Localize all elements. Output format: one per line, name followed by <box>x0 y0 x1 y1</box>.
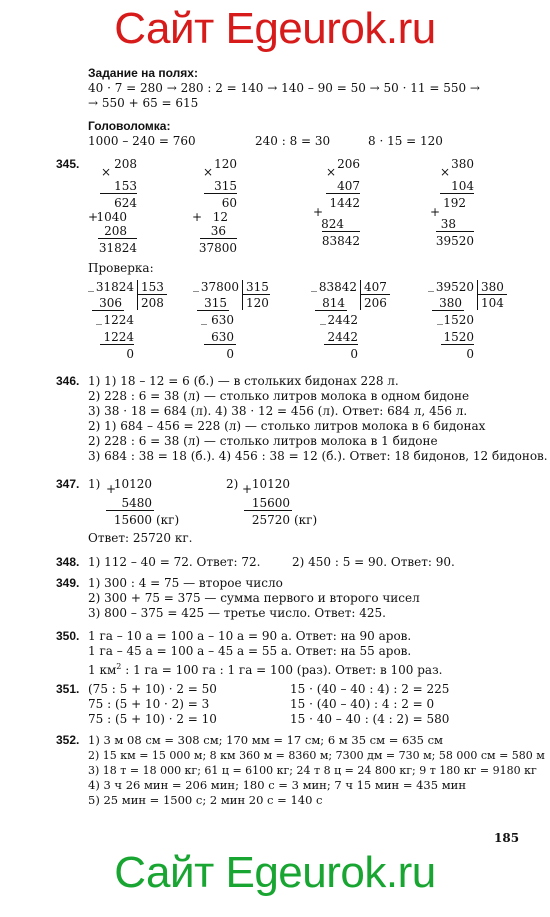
expression: 15 · (40 – 40) : 4 : 2 = 0 <box>290 697 435 711</box>
solution-line: 3) 684 : 38 = 18 (б.). 4) 456 : 38 = 12 (б.). Ответ: 18 бидонов, 12 бидонов. <box>88 449 548 463</box>
unit: (кг) <box>294 513 318 527</box>
quotient: 104 <box>481 296 504 310</box>
partial-product: 624 <box>114 196 137 210</box>
divisor: 315 <box>246 280 269 294</box>
quotient: 206 <box>364 296 387 310</box>
divisor: 153 <box>141 280 164 294</box>
factor: 206 <box>337 157 360 171</box>
dividend: 31824 <box>95 280 134 294</box>
times-sign: × <box>326 165 337 179</box>
solution-line: 1) 112 – 40 = 72. Ответ: 72. <box>88 555 261 569</box>
remainder: 0 <box>126 347 134 361</box>
partial-product: 38 <box>440 217 456 231</box>
subtrahend: 814 <box>322 296 345 310</box>
solution-line: 2) 15 км = 15 000 м; 8 км 360 м = 8360 м; 7300 дм = 730 м; 58 000 см = 580 м <box>88 749 545 762</box>
margin-task-line-1: 40 · 7 = 280 → 280 : 2 = 140 → 140 – 90 = 50 → 50 · 11 = 550 → <box>88 81 480 95</box>
factor: 407 <box>337 179 360 193</box>
times-sign: × <box>203 165 214 179</box>
problem-number: 345. <box>56 157 80 171</box>
page-number: 185 <box>494 831 520 845</box>
remainder: 630 <box>211 313 234 327</box>
puzzle-title: Головоломка: <box>88 119 171 133</box>
part-label: 1) <box>88 477 101 491</box>
quotient: 208 <box>141 296 164 310</box>
solution-line: 1) 1) 18 – 12 = 6 (б.) — в стольких бидонах 228 л. <box>88 374 399 388</box>
remainder: 0 <box>226 347 234 361</box>
subtrahend: 306 <box>99 296 122 310</box>
puzzle-item: 1000 – 240 = 760 <box>88 134 196 148</box>
solution-line: 3) 18 т = 18 000 кг; 61 ц = 6100 кг; 24 т 8 ц = 24 800 кг; 9 т 180 кг = 9180 кг <box>88 764 537 777</box>
plus-sign: + <box>88 210 99 224</box>
sum-result: 25720 <box>251 513 290 527</box>
addend: 15600 <box>251 496 290 510</box>
partial-product: 12 <box>212 210 228 224</box>
factor: 380 <box>451 157 474 171</box>
subtrahend: 630 <box>211 330 234 344</box>
partial-product: 36 <box>210 224 226 238</box>
dividend: 37800 <box>200 280 239 294</box>
solution-line: 3) 38 · 18 = 684 (л). 4) 38 · 12 = 456 (л). Ответ: 684 л, 456 л. <box>88 404 468 418</box>
subtrahend: 2442 <box>327 330 358 344</box>
solution-line: 4) 3 ч 26 мин = 206 мин; 180 с = 3 мин; 7 ч 15 мин = 435 мин <box>88 778 467 792</box>
margin-task-title: Задание на полях: <box>88 66 198 80</box>
plus-sign: + <box>430 205 441 219</box>
divisor: 407 <box>364 280 387 294</box>
solution-line: 2) 300 + 75 = 375 — сумма первого и второго чисел <box>88 591 420 605</box>
solution-line: 3) 800 – 375 = 425 — третье число. Ответ: 425. <box>88 606 386 620</box>
puzzle-item: 8 · 15 = 120 <box>368 134 443 148</box>
puzzle-item: 240 : 8 = 30 <box>255 134 331 148</box>
remainder: 2442 <box>327 313 358 327</box>
problem-number: 351. <box>56 682 80 696</box>
answer: Ответ: 25720 кг. <box>88 531 193 545</box>
factor: 208 <box>114 157 137 171</box>
remainder: 1520 <box>443 313 474 327</box>
problem-number: 349. <box>56 576 80 590</box>
subtrahend: 380 <box>439 296 462 310</box>
solution-line: 2) 1) 684 – 456 = 228 (л) — столько литров молока в 6 бидонах <box>88 419 486 433</box>
divisor: 380 <box>481 280 504 294</box>
solution-line: 2) 450 : 5 = 90. Ответ: 90. <box>292 555 455 569</box>
remainder: 1224 <box>103 313 134 327</box>
expression: 15 · 40 – 40 : (4 : 2) = 580 <box>290 712 450 726</box>
remainder: 0 <box>350 347 358 361</box>
unit: (кг) <box>156 513 180 527</box>
expression: 15 · (40 – 40 : 4) : 2 = 225 <box>290 682 450 696</box>
plus-sign: + <box>192 210 203 224</box>
problem-number: 347. <box>56 477 80 491</box>
dividend: 39520 <box>435 280 474 294</box>
part-label: 2) <box>226 477 239 491</box>
problem-number: 348. <box>56 555 80 569</box>
problem-number: 350. <box>56 629 80 643</box>
factor: 153 <box>114 179 137 193</box>
partial-product: 1040 <box>96 210 127 224</box>
partial-product: 824 <box>321 217 344 231</box>
expression: 75 : (5 + 10) · 2 = 10 <box>88 712 217 726</box>
factor: 104 <box>451 179 474 193</box>
dividend: 83842 <box>318 280 357 294</box>
solution-line: 2) 228 : 6 = 38 (л) — столько литров молока в одном бидоне <box>88 389 470 403</box>
partial-product: 208 <box>104 224 127 238</box>
site-watermark-bottom: Сайт Egeurok.ru <box>114 848 436 897</box>
solution-line: 1 $км^2$ : 1 га = 100 га : 1 га = 100 (раз). Ответ: в 100 раз. <box>88 662 443 677</box>
remainder: 0 <box>466 347 474 361</box>
subtrahend: 1224 <box>103 330 134 344</box>
addend: 10120 <box>113 477 152 491</box>
expression: (75 : 5 + 10) · 2 = 50 <box>88 682 217 696</box>
quotient: 120 <box>246 296 269 310</box>
sum-result: 15600 <box>113 513 152 527</box>
solution-line: 1) 3 м 08 см = 308 см; 170 мм = 17 см; 6 м 35 см = 635 см <box>88 733 444 747</box>
subtrahend: 315 <box>204 296 227 310</box>
product-result: 39520 <box>435 234 474 248</box>
solution-line: 1) 300 : 4 = 75 — второе число <box>88 576 283 590</box>
addend: 10120 <box>251 477 290 491</box>
partial-product: 60 <box>221 196 237 210</box>
product-result: 37800 <box>198 241 237 255</box>
solution-line: 1 га – 10 а = 100 а – 10 а = 90 а. Ответ: на 90 аров. <box>88 629 412 643</box>
factor: 315 <box>214 179 237 193</box>
site-watermark-top: Сайт Egeurok.ru <box>114 4 436 53</box>
solution-line: 1 га – 45 а = 100 а – 45 а = 55 а. Ответ: на 55 аров. <box>88 644 412 658</box>
plus-sign: + <box>313 205 324 219</box>
product-result: 83842 <box>321 234 360 248</box>
expression: 75 : (5 + 10 · 2) = 3 <box>88 697 210 711</box>
margin-task-line-2: → 550 + 65 = 615 <box>88 96 199 110</box>
product-result: 31824 <box>98 241 137 255</box>
factor: 120 <box>214 157 237 171</box>
partial-product: 192 <box>443 196 466 210</box>
problem-number: 346. <box>56 374 80 388</box>
problem-number: 352. <box>56 733 80 747</box>
times-sign: × <box>440 165 451 179</box>
subtrahend: 1520 <box>443 330 474 344</box>
times-sign: × <box>101 165 112 179</box>
solution-line: 5) 25 мин = 1500 с; 2 мин 20 с = 140 с <box>88 793 323 807</box>
addend: 5480 <box>121 496 152 510</box>
partial-product: 1442 <box>329 196 360 210</box>
check-label: Проверка: <box>88 261 154 275</box>
solution-line: 2) 228 : 6 = 38 (л) — столько литров молока в 1 бидоне <box>88 434 438 448</box>
